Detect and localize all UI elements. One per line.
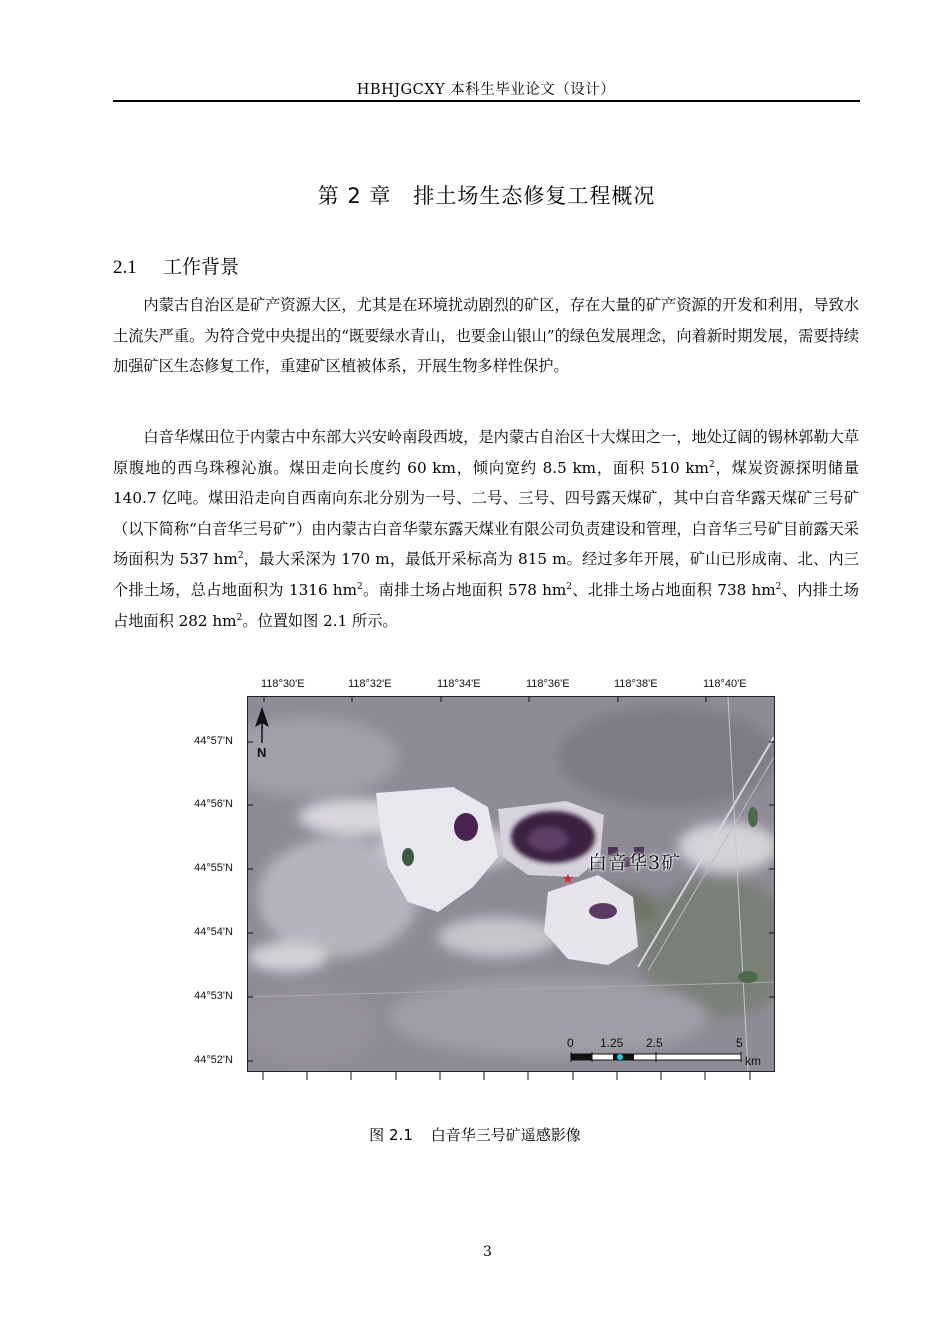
mine-place-label: 白音华3矿 [588, 852, 682, 874]
bottom-ticks [247, 1072, 777, 1084]
chapter-name: 排土场生态修复工程概况 [413, 184, 656, 208]
section-number: 2.1 [113, 257, 137, 278]
scale-label: 1.25 [600, 1036, 624, 1050]
page-number: 3 [483, 1244, 492, 1260]
figure-number: 图 2.1 [369, 1126, 413, 1144]
left-tick-label: 44°52'N [194, 1054, 233, 1066]
pit-floor [511, 811, 595, 863]
top-tick-label: 118°32'E [348, 678, 392, 690]
paragraph-2 [113, 422, 859, 636]
satellite-image [247, 696, 775, 1072]
p2-text-a: 白音华煤田位于内蒙古中东部大兴安岭南段西坡，是内蒙古自治区十大煤田之一，地处辽阔的锡林郭勒大草原腹地的西乌珠穆沁旗。煤田走向长度约 60 km，倾向宽约 8.5 km，面积 510 km [113, 428, 859, 477]
vegetation-patch [738, 971, 758, 983]
p2-text-c: ，最大采深为 170 m，最低开采标高为 815 m。经过多年开展，矿山已形成南、北、内三个排土场，总占地面积为 1316 hm [113, 550, 860, 599]
superscript: 2 [237, 551, 244, 562]
left-tick-label: 44°57'N [194, 735, 233, 747]
left-tick-label: 44°55'N [194, 862, 233, 874]
chapter-title [113, 180, 860, 210]
scale-label: 0 [567, 1036, 574, 1050]
mine-location-marker: ★ [562, 872, 574, 887]
section-name: 工作背景 [163, 256, 240, 278]
p2-text-e: 、北排土场占地面积 738 hm [572, 580, 776, 599]
dark-pond [454, 813, 478, 841]
section-title [113, 252, 239, 279]
chapter-number: 第 2 章 [317, 184, 392, 208]
top-tick-label: 118°38'E [614, 678, 658, 690]
p2-text-g: 。位置如图 2.1 所示。 [242, 611, 398, 630]
top-tick-label: 118°34'E [437, 678, 481, 690]
scale-label: 2.5 [646, 1036, 663, 1050]
superscript: 2 [775, 581, 782, 592]
paragraph-1: 内蒙古自治区是矿产资源大区，尤其是在环境扰动剧烈的矿区，存在大量的矿产资源的开发和利用，导致水土流失严重。为符合党中央提出的“既要绿水青山，也要金山银山”的绿色发展理念，向着新时期发展，需要持续加强矿区生态修复工作，重建矿区植被体系，开展生物多样性保护。 [113, 296, 859, 376]
header-rule [113, 100, 860, 102]
scale-unit: km [745, 1054, 761, 1068]
left-tick-label: 44°56'N [194, 798, 233, 810]
p2-text-d: 。南排土场占地面积 578 hm [362, 580, 567, 599]
left-tick-label: 44°54'N [194, 926, 233, 938]
top-tick-label: 118°40'E [703, 678, 747, 690]
superscript: 2 [236, 612, 243, 623]
facility-patch [589, 903, 617, 919]
superscript: 2 [356, 581, 363, 592]
left-tick-label: 44°53'N [194, 990, 233, 1002]
superscript: 2 [708, 459, 715, 470]
top-tick-label: 118°36'E [526, 678, 570, 690]
superscript: 2 [566, 581, 573, 592]
p2-text-f: 、内排土场占地面积 282 hm [113, 580, 859, 630]
top-tick-label: 118°30'E [261, 678, 305, 690]
vegetation-patch [748, 807, 758, 827]
page-header: HBHJGCXY 本科生毕业论文（设计） [356, 82, 616, 98]
vegetation-patch [402, 848, 414, 866]
p2-text-b: ，煤炭资源探明储量 140.7 亿吨。煤田沿走向自西南向东北分别为一号、二号、三号、四号露天煤矿，其中白音华露天煤矿三号矿（以下简称“白音华三号矿”）由内蒙古白音华蒙东露天煤业有限公司负责建设和管理，白音华三号矿目前露天采场面积为 537 hm [113, 458, 860, 569]
north-label: N [257, 745, 267, 760]
scale-label: 5 [736, 1036, 743, 1050]
figure-title: 白音华三号矿遥感影像 [430, 1126, 581, 1144]
figure-caption [0, 1124, 950, 1145]
remote-sensing-figure [186, 674, 786, 1106]
